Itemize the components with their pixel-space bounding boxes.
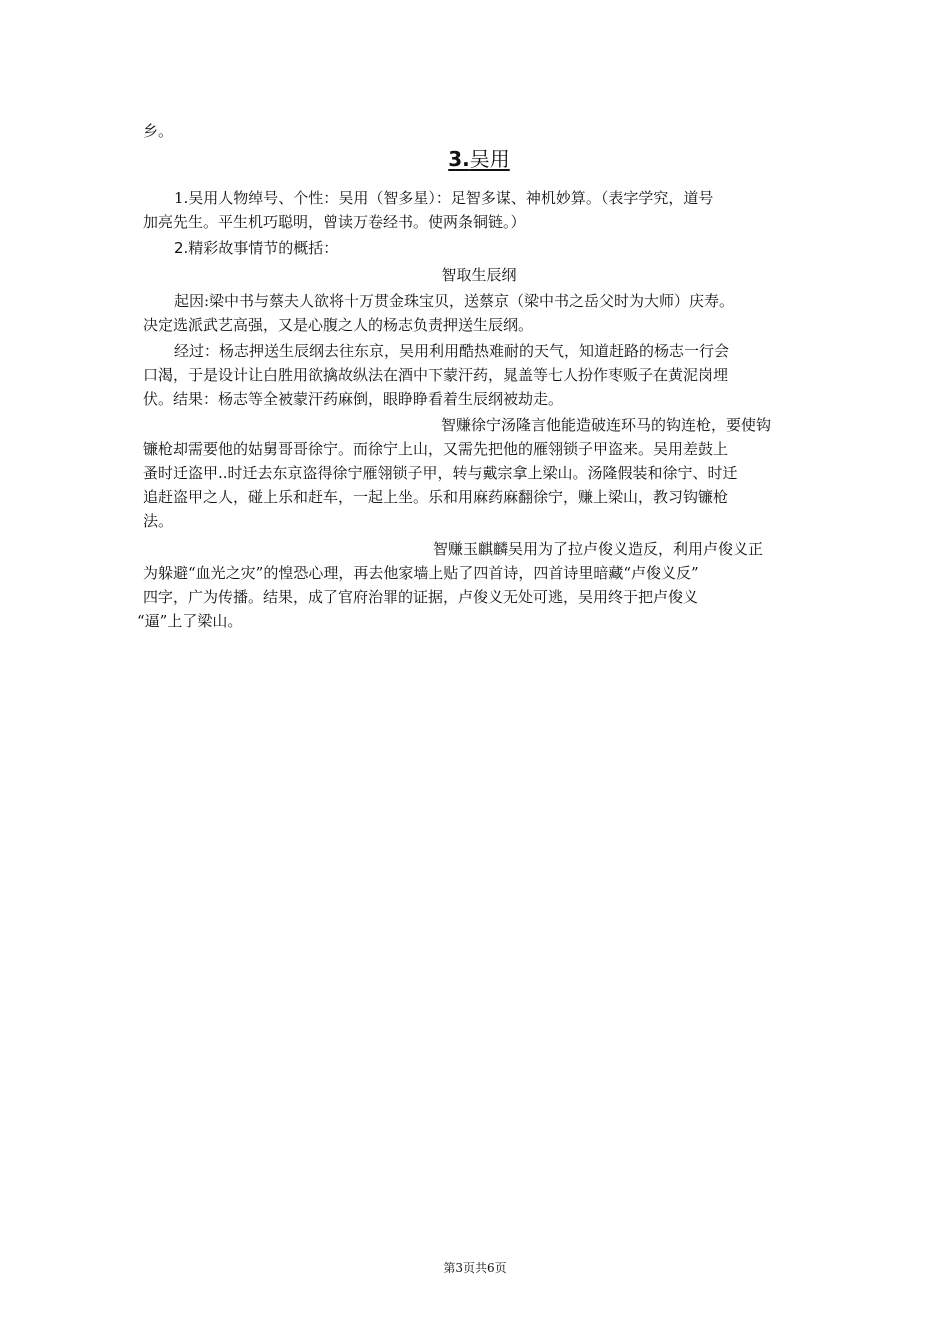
nickname-line-1: 1.吴用人物绰号、个性：吴用（智多星）：足智多谋、神机妙算。（表字学究，道号 (174, 189, 714, 207)
story1-process-line-2: 口渴，于是设计让白胜用欲擒故纵法在酒中下蒙汗药，晁盖等七人扮作枣贩子在黄泥岗埋 (143, 366, 729, 384)
story2-line-4: 追赶盗甲之人，碰上乐和赶车，一起上坐。乐和用麻药麻翻徐宁，赚上梁山，教习钩镰枪 (143, 488, 729, 506)
story2-line-2: 镰枪却需要他的姑舅哥哥徐宁。而徐宁上山，又需先把他的雁翎锁子甲盗来。吴用差鼓上 (143, 440, 729, 458)
heading-number: 3. (448, 147, 470, 171)
story3-line-4: “逼”上了梁山。 (137, 612, 243, 630)
heading-title: 吴用 (469, 147, 510, 171)
previous-paragraph-tail: 乡。 (143, 122, 174, 140)
story2-line-1: 智赚徐宁汤隆言他能造破连环马的钩连枪，要使钩 (441, 416, 772, 434)
page-footer: 第3页共6页 (443, 1261, 507, 1275)
story1-process-line-1: 经过：杨志押送生辰纲去往东京，吴用利用酷热难耐的天气，知道赶路的杨志一行会 (174, 342, 730, 360)
nickname-line-2: 加亮先生。平生机巧聪明，曾读万卷经书。使两条铜链。） (143, 213, 526, 231)
story1-process-line-3: 伏。结果：杨志等全被蒙汗药麻倒，眼睁睁看着生辰纲被劫走。 (143, 390, 564, 408)
story1-cause-line-2: 决定选派武艺高强，又是心腹之人的杨志负责押送生辰纲。 (143, 316, 534, 334)
story2-line-5: 法。 (143, 512, 174, 530)
story-summary-intro: 2.精彩故事情节的概括： (174, 239, 339, 257)
section-heading (143, 145, 815, 173)
story-title-shengchengang: 智取生辰纲 (441, 266, 517, 284)
story3-line-1: 智赚玉麒麟吴用为了拉卢俊义造反，利用卢俊义正 (433, 540, 764, 558)
story3-line-2: 为躲避“血光之灾”的惶恐心理，再去他家墙上贴了四首诗，四首诗里暗藏“卢俊义反” (143, 564, 699, 582)
story2-line-3: 蚤时迁盗甲..时迁去东京盗得徐宁雁翎锁子甲，转与戴宗拿上梁山。汤隆假装和徐宁、时迁 (143, 464, 738, 482)
story1-cause-line-1: 起因:梁中书与蔡夫人欲将十万贯金珠宝贝，送蔡京（梁中书之岳父时为大师）庆寿。 (174, 292, 735, 310)
story3-line-3: 四字，广为传播。结果，成了官府治罪的证据，卢俊义无处可逃，吴用终于把卢俊义 (143, 588, 699, 606)
